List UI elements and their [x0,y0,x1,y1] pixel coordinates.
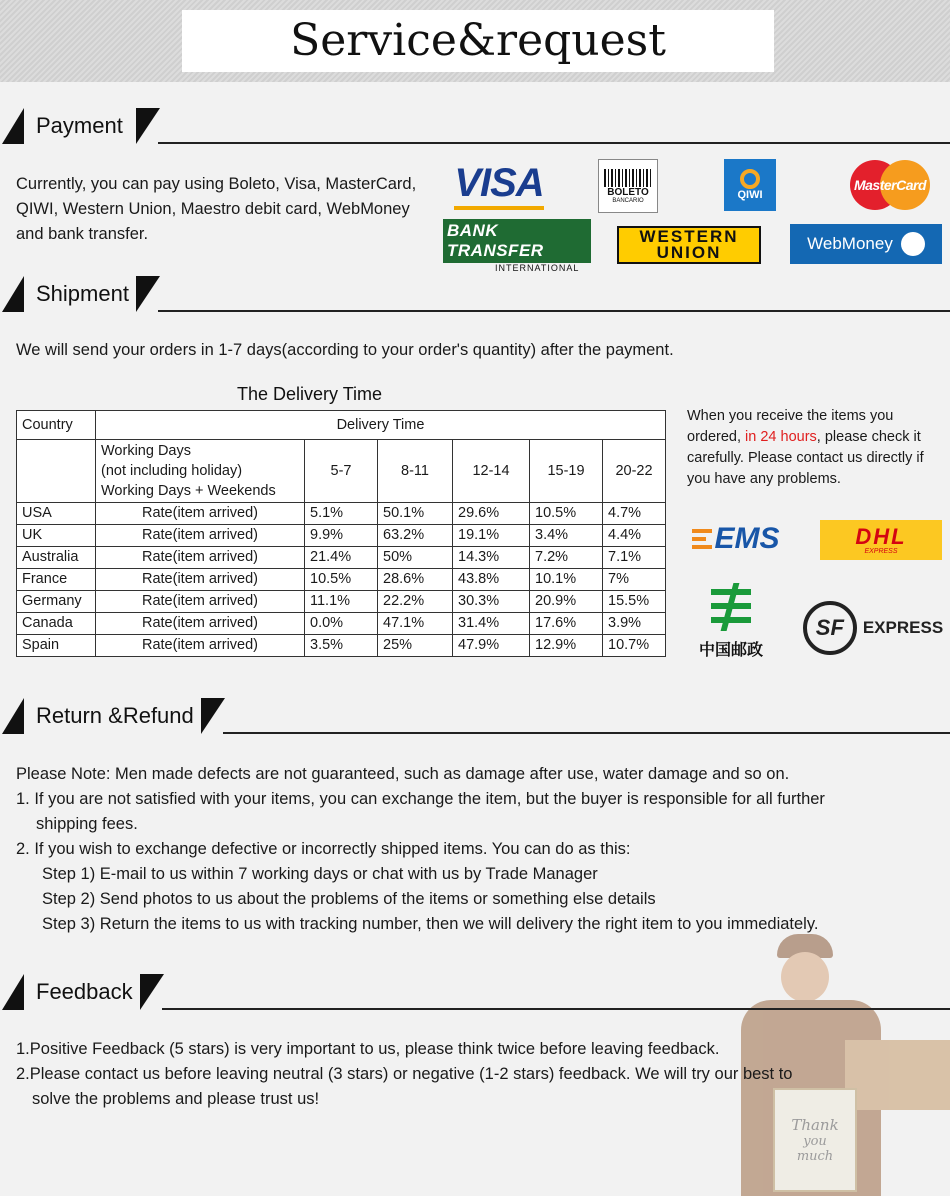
range-cell: 15-19 [530,440,603,503]
table-row: Germany Rate(item arrived) 11.1% 22.2% 30.3% 20.9% 15.5% [17,591,666,613]
shipment-heading [0,272,950,312]
payment-heading-label: Payment [26,108,133,144]
globe-icon [901,232,925,256]
payment-text: Currently, you can pay using Boleto, Visa, MasterCard, QIWI, Western Union, Maestro debit card, WebMoney and bank transfer. [16,175,417,243]
table-row: Canada Rate(item arrived) 0.0% 47.1% 31.4% 17.6% 3.9% [17,613,666,635]
visa-logo: VISA [443,160,555,210]
feedback-heading [0,970,950,1010]
shipment-heading-label: Shipment [26,276,139,312]
table-row: Spain Rate(item arrived) 3.5% 25% 47.9% 12.9% 10.7% [17,635,666,657]
shipment-note: When you receive the items you ordered, in 24 hours, please check it carefully. Please contact us directly if you have any problems. [687,408,924,487]
webmoney-logo: WebMoney [790,224,942,264]
table-row: USA Rate(item arrived) 5.1% 50.1% 29.6% 10.5% 4.7% [17,503,666,525]
col-country: Country [17,411,96,440]
mastercard-logo: MasterCard [848,158,932,212]
range-cell: 5-7 [305,440,378,503]
qiwi-logo: QIWI [724,159,776,211]
bank-transfer-logo: BANK TRANSFER INTERNATIONAL [443,226,591,266]
range-cell: 20-22 [603,440,666,503]
payment-heading [0,104,950,144]
china-post-logo: 中国邮政 [686,580,776,662]
table-header-row [17,411,666,440]
page-title: Service&request [290,15,666,66]
sf-express-logo: SF EXPRESS [802,598,944,658]
table-row: UK Rate(item arrived) 9.9% 63.2% 19.1% 3.4% 4.4% [17,525,666,547]
dhl-logo: DHL EXPRESS [820,520,942,560]
header-band [0,0,950,82]
thank-you-card: Thank you much [773,1088,857,1192]
ems-logo: EMS [688,518,784,560]
feedback-text: 1.Positive Feedback (5 stars) is very important to us, please think twice before leaving feedback. 2.Please contact us before leaving neutral (3 stars) or negative (1-2 stars) feedback. We will try our best to solve the problems and please trust us! [16,1040,793,1108]
title-box [182,10,774,72]
table-row: Australia Rate(item arrived) 21.4% 50% 14.3% 7.2% 7.1% [17,547,666,569]
working-days-cell: Working Days (not including holiday) Working Days + Weekends [96,440,305,503]
feedback-heading-label: Feedback [26,974,143,1010]
col-delivery-time: Delivery Time [96,411,666,440]
table-range-row [17,440,666,503]
western-union-logo: WESTERN UNION [617,226,761,264]
boleto-logo: BOLETO BANCARIO [598,159,658,213]
range-cell: 8-11 [378,440,453,503]
delivery-table-title: The Delivery Time [237,384,383,404]
china-post-icon [707,583,755,631]
table-row: France Rate(item arrived) 10.5% 28.6% 43.8% 10.1% 7% [17,569,666,591]
return-refund-text: Please Note: Men made defects are not guaranteed, such as damage after use, water damage and so on. 1. If you are not satisfied with your items, you can exchange the item, but the buyer is responsible for all further shipping fees. 2. If you wish to exchange defective or incorrectly shipped items. You can do as this: Step 1) E-mail to us within 7 working days or chat with us by Trade Manager Step 2) Send photos to us about the problems of the items or something else details Step 3) Return the items to us with tracking number, then we will delivery the right item to you immediately. [16,765,825,933]
range-cell: 12-14 [453,440,530,503]
shipment-text: We will send your orders in 1-7 days(according to your order's quantity) after the payment. [16,341,674,359]
return-refund-heading-label: Return &Refund [26,698,204,734]
delivery-table [16,410,666,657]
return-refund-heading [0,694,950,734]
